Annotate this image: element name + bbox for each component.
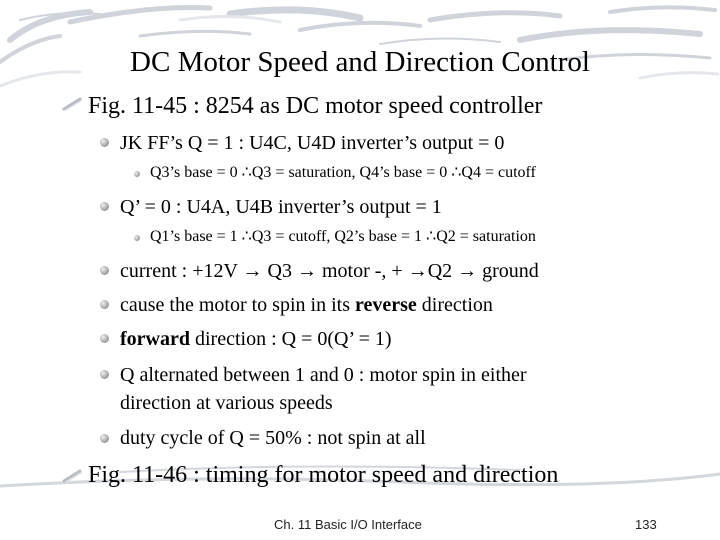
forward-text-post: direction : Q = 0(Q’ = 1) bbox=[189, 328, 392, 350]
alternated-line-1: Q alternated between 1 and 0 : motor spin in either bbox=[120, 364, 527, 386]
round-bullet-icon bbox=[100, 266, 109, 275]
pen-bullet-icon bbox=[62, 96, 84, 112]
forward-keyword: forward bbox=[120, 328, 190, 350]
jk-ff-line: JK FF’s Q = 1 : U4C, U4D inverter’s output = 0 bbox=[120, 132, 505, 154]
cause-text-post: direction bbox=[416, 294, 493, 316]
forward-direction-line bbox=[120, 326, 392, 352]
pen-bullet-icon bbox=[62, 468, 84, 484]
round-bullet-icon bbox=[100, 370, 109, 379]
round-bullet-icon bbox=[100, 202, 109, 211]
round-bullet-icon bbox=[100, 434, 109, 443]
reverse-keyword: reverse bbox=[354, 294, 417, 316]
fig-11-46-heading: Fig. 11-46 : timing for motor speed and direction bbox=[88, 462, 559, 488]
page-number: 133 bbox=[635, 517, 657, 532]
q1-base-line: Q1’s base = 1 ∴Q3 = cutoff, Q2’s base = 1 ∴Q2 = saturation bbox=[150, 228, 536, 245]
cause-text-pre: cause the motor to spin in its bbox=[120, 294, 355, 316]
alternated-line-2: direction at various speeds bbox=[120, 392, 333, 414]
small-round-bullet-icon bbox=[134, 235, 140, 241]
round-bullet-icon bbox=[100, 300, 109, 309]
reverse-direction-line bbox=[120, 292, 493, 318]
q-prime-line: Q’ = 0 : U4A, U4B inverter’s output = 1 bbox=[120, 196, 442, 218]
footer-chapter: Ch. 11 Basic I/O Interface bbox=[274, 517, 422, 532]
current-path-line: current : +12V → Q3 → motor -, + →Q2 → ground bbox=[120, 260, 539, 282]
fig-11-45-heading: Fig. 11-45 : 8254 as DC motor speed controller bbox=[88, 93, 543, 119]
round-bullet-icon bbox=[100, 138, 109, 147]
q3-base-line: Q3’s base = 0 ∴Q3 = saturation, Q4’s base = 0 ∴Q4 = cutoff bbox=[150, 164, 536, 181]
round-bullet-icon bbox=[100, 334, 109, 343]
small-round-bullet-icon bbox=[134, 171, 140, 177]
duty-cycle-line: duty cycle of Q = 50% : not spin at all bbox=[120, 427, 426, 449]
slide-title: DC Motor Speed and Direction Control bbox=[130, 46, 590, 78]
